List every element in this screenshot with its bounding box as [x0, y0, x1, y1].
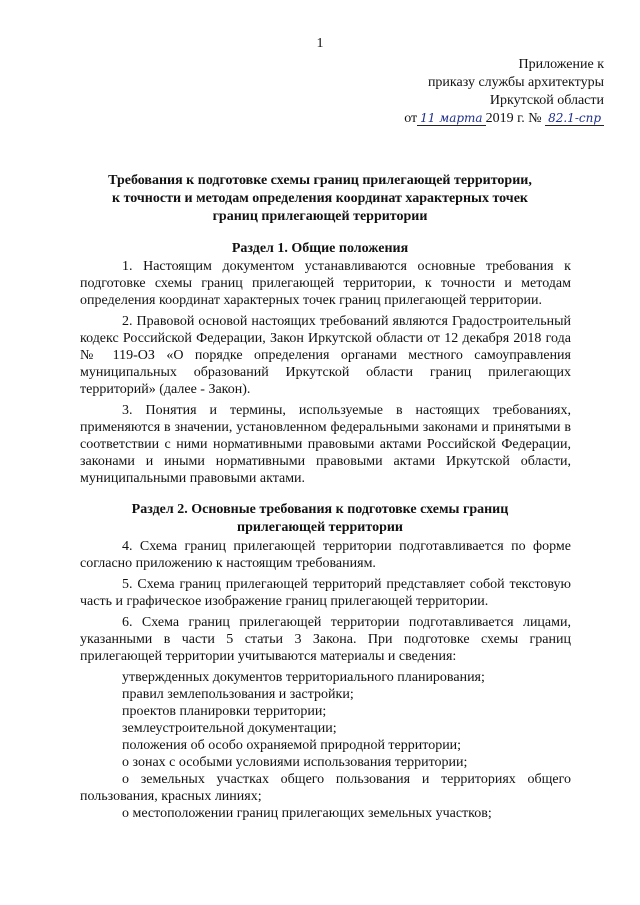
title-line-3: границ прилегающей территории [212, 209, 428, 224]
handwritten-order-number: 82.1-спр [545, 111, 604, 126]
section-1-body [80, 258, 571, 491]
paragraph-5: 5. Схема границ прилегающей территорий представляет собой текстовую часть и графическое изображение границ прилегающей территории. [80, 577, 571, 609]
appendix-line-2: приказу службы архитектуры [427, 75, 604, 90]
paragraph-4: 4. Схема границ прилегающей территории подготавливается по форме согласно приложению к настоящим требованиям. [80, 539, 571, 571]
page-number: 1 [316, 36, 324, 51]
date-prefix: от [404, 111, 418, 126]
list-item: землеустроительной документации; [122, 721, 337, 736]
section-2-heading [80, 501, 560, 537]
document-title [80, 172, 560, 226]
appendix-line-1: Приложение к [518, 57, 604, 72]
section-1-heading: Раздел 1. Общие положения [231, 241, 409, 256]
list-item: правил землепользования и застройки; [122, 687, 354, 702]
list-item: о зонах с особыми условиями использования территории; [122, 755, 468, 770]
appendix-line-3: Иркутской области [489, 93, 604, 108]
list-item: утвержденных документов территориального планирования; [122, 670, 485, 685]
section-2-body [80, 538, 571, 822]
title-line-1: Требования к подготовке схемы границ прилегающей территории, [108, 173, 532, 188]
year-text: 2019 г. № [485, 111, 542, 126]
section-2-heading-line-1: Раздел 2. Основные требования к подготовке схемы границ [131, 502, 509, 517]
appendix-date-line [404, 110, 604, 128]
handwritten-date: 11 марта [417, 111, 485, 126]
list-item: положения об особо охраняемой природной территории; [122, 738, 462, 753]
appendix-header [404, 56, 604, 128]
list-item: о земельных участках общего пользования и территориях общего пользования, красных линиях; [80, 772, 571, 804]
paragraph-3: 3. Понятия и термины, используемые в настоящих требованиях, применяются в значении, установленном федеральными законами и принятыми в соответствии с ними нормативными правовыми актами Российской Федерации, законами и иными нормативными правовыми актами Иркутской области, муниципальными правовыми актами. [80, 403, 571, 486]
paragraph-6: 6. Схема границ прилегающей территории подготавливается лицами, указанными в части 5 статьи 3 Закона. При подготовке схемы границ прилегающей территории учитываются материалы и сведения: [80, 615, 571, 664]
title-line-2: к точности и методам определения координат характерных точек [112, 191, 528, 206]
paragraph-1: 1. Настоящим документом устанавливаются основные требования к подготовке схемы границ прилегающей территории, к точности и методам определения координат характерных точек границ прилегающей территории. [80, 259, 571, 308]
section-2-heading-line-2: прилегающей территории [237, 520, 403, 535]
paragraph-2: 2. Правовой основой настоящих требований являются Градостроительный кодекс Российской Федерации, Закон Иркутской области от 12 декабря 2018 года № 119-ОЗ «О порядке определения органами местного самоуправления муниципальных образований Иркутской области границ прилегающих территорий» (далее - Закон). [80, 314, 571, 397]
list-item: о местоположении границ прилегающих земельных участков; [122, 806, 492, 821]
list-item: проектов планировки территории; [122, 704, 327, 719]
